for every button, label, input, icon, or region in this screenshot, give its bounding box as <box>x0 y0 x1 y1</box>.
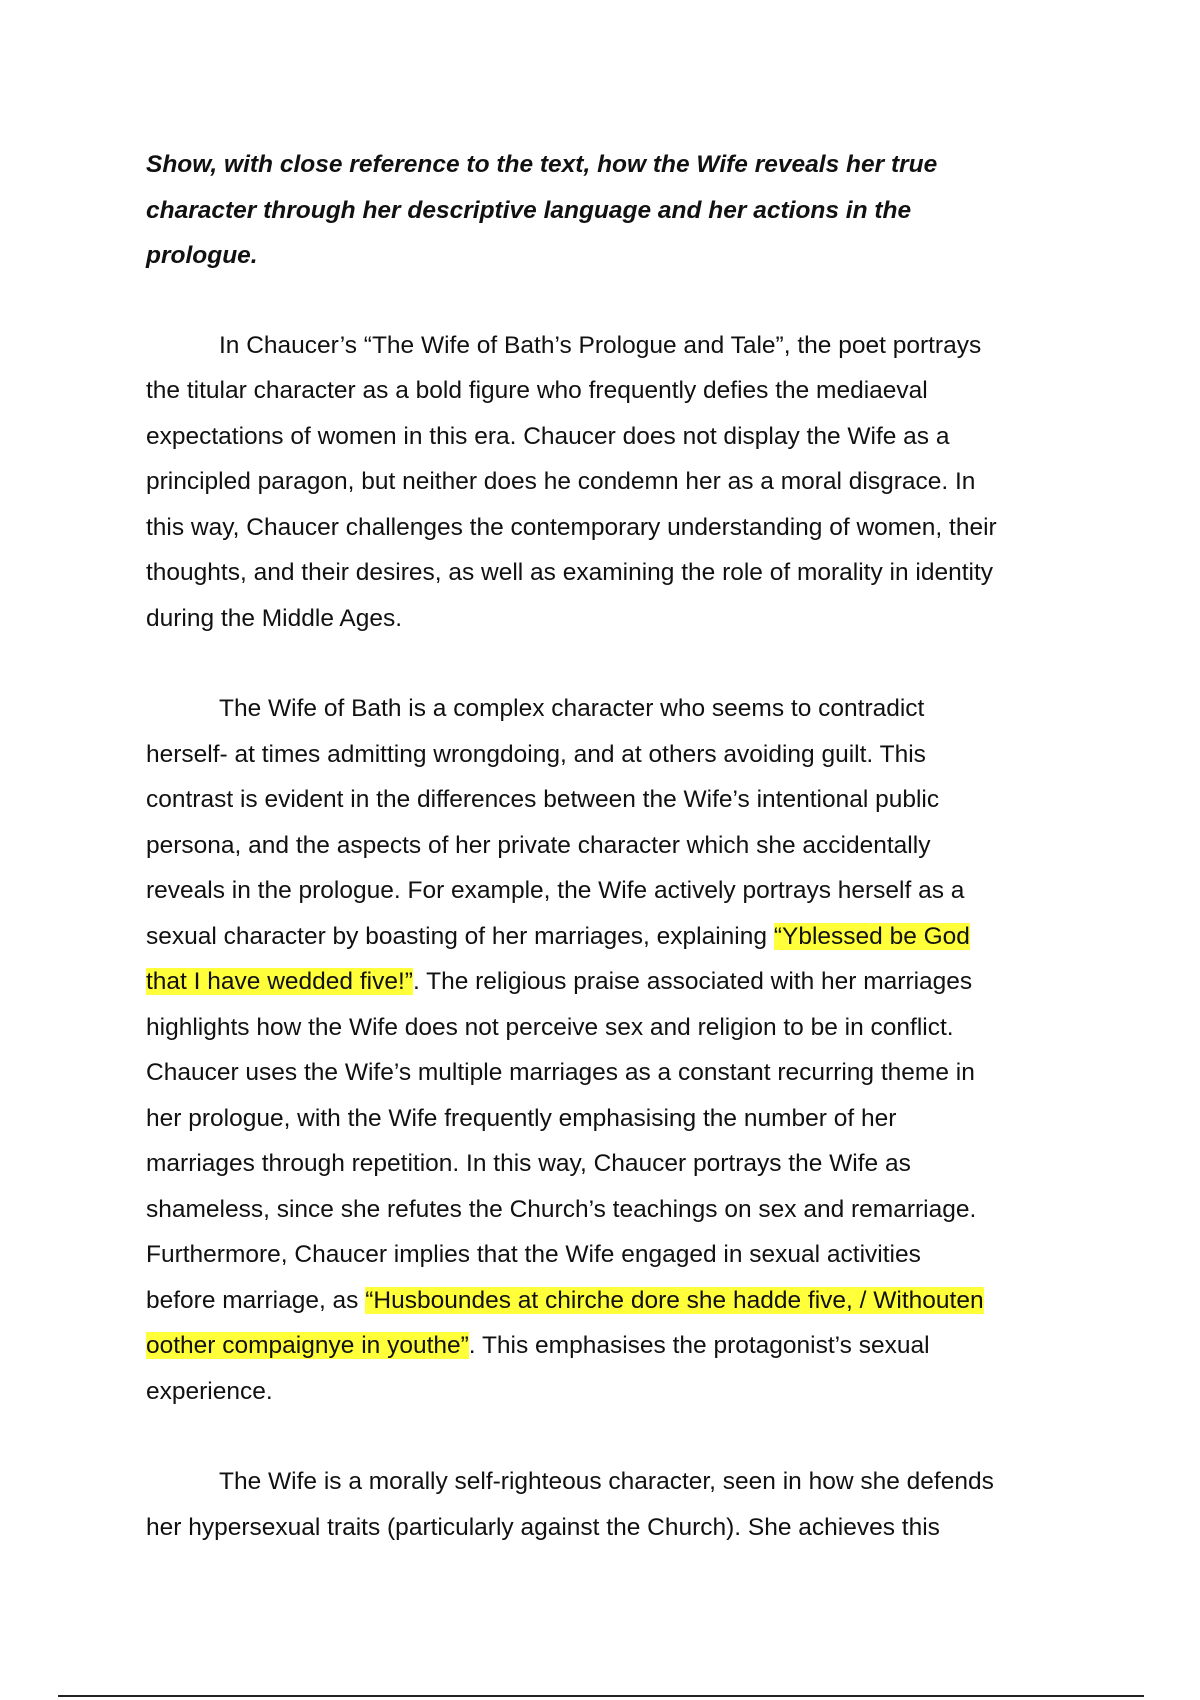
text-line <box>146 1232 1066 1278</box>
text-line <box>146 1005 1066 1051</box>
text-segment: highlights how the Wife does not perceive sex and religion to be in conflict. <box>146 1013 954 1041</box>
text-segment: contrast is evident in the differences between the Wife’s intentional public <box>146 786 940 813</box>
text-line <box>146 868 1066 914</box>
highlighted-quote: “Yblessed be God <box>773 922 970 950</box>
document-body <box>146 142 1066 1595</box>
text-segment: marriages through repetition. In this way, Chaucer portrays the Wife as <box>146 1150 911 1177</box>
text-line <box>146 459 1066 505</box>
text-segment: her prologue, with the Wife frequently emphasising the number of her <box>146 1104 897 1132</box>
text-segment: during the Middle Ages. <box>146 604 403 632</box>
text-segment: herself- at times admitting wrongdoing, and at others avoiding guilt. This <box>146 740 926 768</box>
text-line <box>146 323 1066 369</box>
essay-paragraph <box>146 686 1066 1414</box>
text-segment: before marriage, as <box>146 1286 366 1314</box>
essay-question: Show, with close reference to the text, how the Wife reveals her true character through her descriptive language and her actions in the prologue. <box>146 151 938 269</box>
essay-paragraphs <box>146 323 1066 1551</box>
text-line <box>146 959 1066 1005</box>
text-line <box>146 1187 1066 1233</box>
text-segment: Furthermore, Chaucer implies that the Wife engaged in sexual activities <box>146 1241 921 1268</box>
text-segment: persona, and the aspects of her private character which she accidentally <box>146 831 931 859</box>
text-segment: Chaucer uses the Wife’s multiple marriages as a constant recurring theme in <box>146 1059 975 1086</box>
text-line <box>146 1141 1066 1187</box>
text-segment: The Wife of Bath is a complex character who seems to contradict <box>219 695 925 722</box>
text-line <box>146 414 1066 460</box>
text-segment: In Chaucer’s “The Wife of Bath’s Prologue and Tale”, the poet portrays <box>219 331 982 359</box>
highlighted-quote: that I have wedded five!” <box>146 968 413 995</box>
text-line <box>146 1096 1066 1142</box>
text-segment: principled paragon, but neither does he condemn her as a moral disgrace. In <box>146 468 976 495</box>
text-segment: The Wife is a morally self-righteous character, seen in how she defends <box>219 1468 994 1495</box>
text-line <box>146 732 1066 778</box>
text-segment: sexual character by boasting of her marriages, explaining <box>146 922 774 950</box>
text-line <box>146 1459 1066 1505</box>
text-line <box>146 1369 1066 1415</box>
text-segment: her hypersexual traits (particularly against the Church). She achieves this <box>146 1513 940 1541</box>
text-line <box>146 1278 1066 1324</box>
text-segment: experience. <box>146 1377 273 1405</box>
page-bottom-rule <box>58 1695 1144 1697</box>
text-segment: this way, Chaucer challenges the contemporary understanding of women, their <box>146 513 997 541</box>
essay-paragraph <box>146 1459 1066 1550</box>
text-line <box>146 823 1066 869</box>
text-segment: . The religious praise associated with her marriages <box>412 968 973 995</box>
text-segment: . This emphasises the protagonist’s sexual <box>468 1332 930 1359</box>
text-line <box>146 596 1066 642</box>
text-line <box>146 777 1066 823</box>
essay-paragraph <box>146 323 1066 642</box>
text-line <box>146 686 1066 732</box>
text-line <box>146 1323 1066 1369</box>
highlighted-quote: oother compaignye in youthe” <box>146 1332 469 1359</box>
text-line <box>146 914 1066 960</box>
text-line <box>146 1505 1066 1551</box>
highlighted-quote: “Husboundes at chirche dore she hadde five, / Withouten <box>365 1286 984 1314</box>
text-line <box>146 368 1066 414</box>
text-line <box>146 550 1066 596</box>
text-segment: reveals in the prologue. For example, the Wife actively portrays herself as a <box>146 877 965 904</box>
text-line <box>146 1050 1066 1096</box>
text-line <box>146 505 1066 551</box>
text-segment: the titular character as a bold figure who frequently defies the mediaeval <box>146 377 928 404</box>
text-segment: thoughts, and their desires, as well as examining the role of morality in identity <box>146 559 994 586</box>
text-segment: shameless, since she refutes the Church’s teachings on sex and remarriage. <box>146 1195 977 1223</box>
text-segment: expectations of women in this era. Chaucer does not display the Wife as a <box>146 422 950 450</box>
